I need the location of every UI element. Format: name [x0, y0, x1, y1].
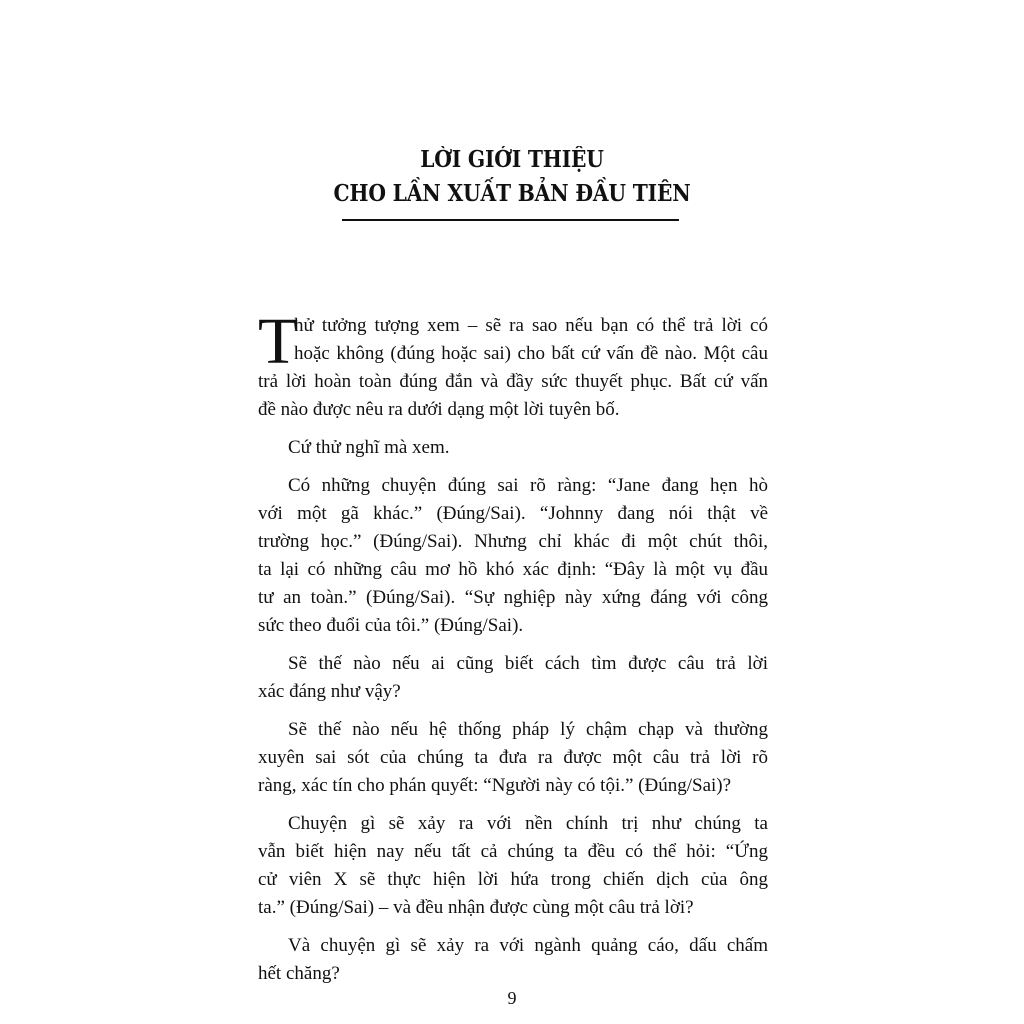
text-line: ta.” (Đúng/Sai) – và đều nhận được cùng một câu trả lời? — [258, 897, 694, 918]
text-line: Và chuyện gì sẽ xảy ra với ngành quảng cáo, dấu chấm — [288, 935, 768, 956]
paragraph-4 — [258, 650, 768, 706]
page-number: 9 — [507, 988, 517, 1008]
text-line: vẫn biết hiện nay nếu tất cả chúng ta đều có thể hỏi: “Ứng — [258, 841, 768, 862]
text-line: tư an toàn.” (Đúng/Sai). “Sự nghiệp này xứng đáng với công — [258, 587, 768, 608]
text-line: hết chăng? — [258, 963, 340, 984]
text-line: xuyên sai sót của chúng ta đưa ra được một câu trả lời rõ — [258, 747, 768, 768]
text-line: sức theo đuổi của tôi.” (Đúng/Sai). — [258, 615, 524, 636]
paragraph-2 — [258, 434, 768, 462]
text-line: Chuyện gì sẽ xảy ra với nền chính trị như chúng ta — [288, 813, 768, 834]
text-line: với một gã khác.” (Đúng/Sai). “Johnny đang nói thật về — [258, 503, 768, 524]
title-underline — [342, 219, 679, 221]
text-line: Sẽ thế nào nếu hệ thống pháp lý chậm chạp và thường — [288, 719, 768, 740]
text-line: trả lời hoàn toàn đúng đắn và đầy sức thuyết phục. Bất cứ vấn — [258, 371, 768, 392]
title-line-2: CHO LẦN XUẤT BẢN ĐẦU TIÊN — [333, 180, 691, 207]
paragraph-5 — [258, 716, 768, 800]
text-line: ta lại có những câu mơ hồ khó xác định: “Đây là một vụ đầu — [258, 559, 768, 580]
text-line: xác đáng như vậy? — [258, 681, 401, 702]
text-line: đề nào được nêu ra dưới dạng một lời tuyên bố. — [258, 399, 620, 420]
body-text — [258, 305, 768, 988]
text-line: Có những chuyện đúng sai rõ ràng: “Jane đang hẹn hò — [288, 475, 768, 496]
text-line: Sẽ thế nào nếu ai cũng biết cách tìm được câu trả lời — [288, 653, 768, 674]
text-line: Cứ thử nghĩ mà xem. — [288, 437, 450, 458]
text-line: hử tưởng tượng xem – sẽ ra sao nếu bạn có thể trả lời có — [294, 315, 768, 336]
text-line: hoặc không (đúng hoặc sai) cho bất cứ vấn đề nào. Một câu — [294, 343, 768, 364]
drop-cap: T — [258, 305, 299, 378]
text-line: cử viên X sẽ thực hiện lời hứa trong chiến dịch của ông — [258, 869, 768, 890]
text-line: ràng, xác tín cho phán quyết: “Người này có tội.” (Đúng/Sai)? — [258, 775, 732, 796]
text-line: trường học.” (Đúng/Sai). Nhưng chỉ khác đi một chút thôi, — [258, 531, 768, 552]
paragraph-7 — [258, 932, 768, 988]
paragraph-3 — [258, 472, 768, 640]
paragraph-6 — [258, 810, 768, 922]
title-line-1: LỜI GIỚI THIỆU — [420, 146, 604, 173]
chapter-title — [0, 143, 1024, 211]
paragraph-1 — [258, 305, 768, 424]
